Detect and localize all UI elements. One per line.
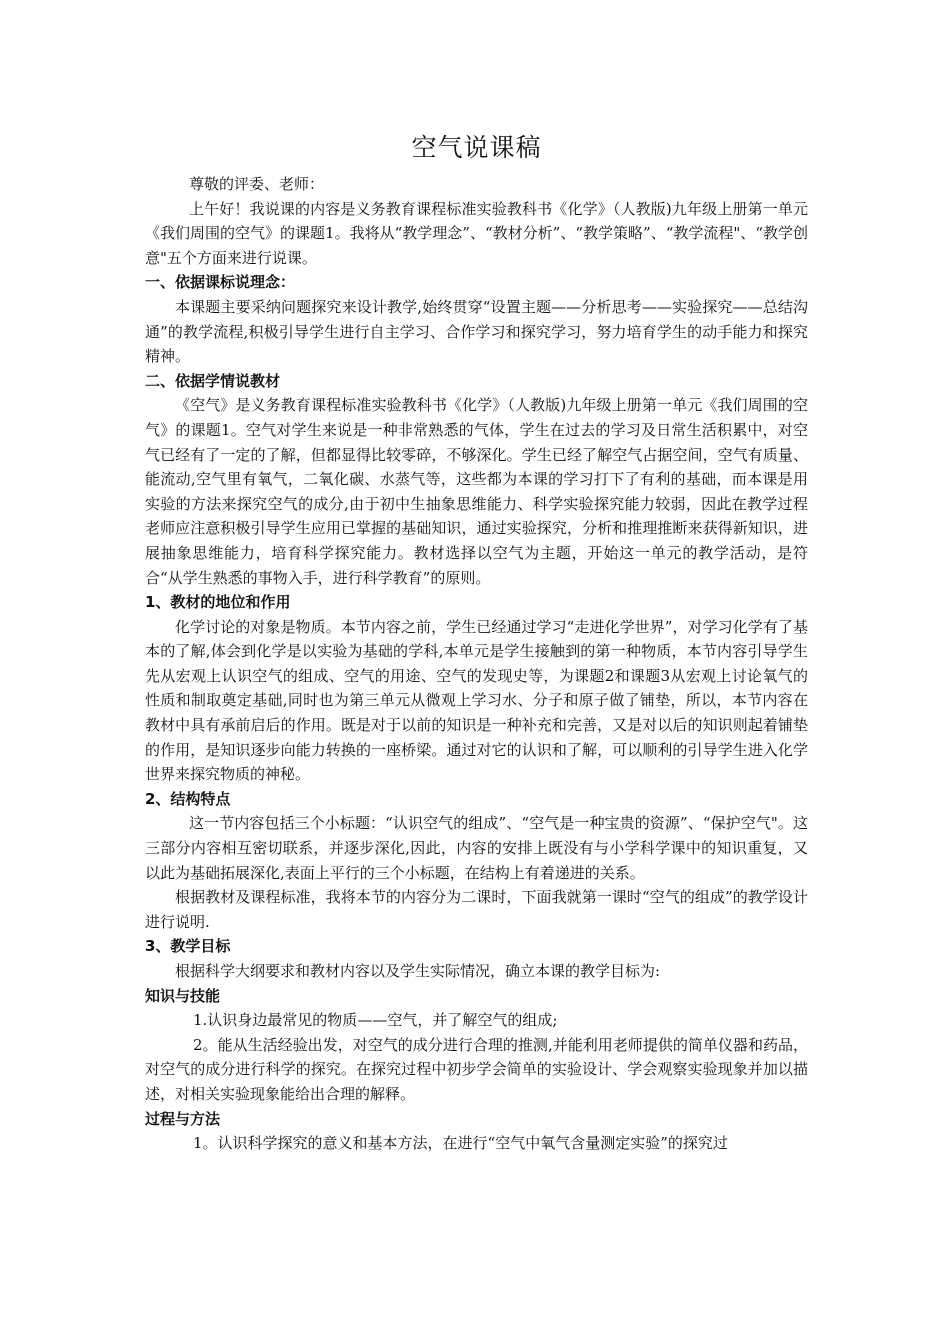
intro-paragraph: 上午好！我说课的内容是义务教育课程标准实验教科书《化学》（人教版)九年级上册第一单元《我们周围的空气》的课题1。我将从“教学理念”、“教材分析”、“教学策略”、“教学流程"、“教学创意"五个方面来进行说课。	[145, 199, 808, 267]
subheading-knowledge-skills: 知识与技能	[145, 986, 221, 1005]
greeting: 尊敬的评委、老师：	[189, 175, 325, 193]
philosophy-paragraph: 本课题主要采纳问题探究来设计教学,始终贯穿“设置主题——分析思考——实验探究——总结沟通”的教学流程,积极引导学生进行自主学习、合作学习和探究学习，努力培育学生的动手能力和探究精神。	[145, 297, 808, 366]
lesson-plan-paragraph: 根据教材及课程标准，我将本节的内容分为二课时，下面我就第一课时“空气的组成”的教学设计进行说明.	[145, 888, 808, 931]
structure-paragraph: 这一节内容包括三个小标题：“认识空气的组成”、“空气是一种宝贵的资源”、“保护空气"。这三部分内容相互密切联系，并逐步深化,因此，内容的安排上既没有与小学科学课中的知识重复，又以此为基础拓展深化,表面上平行的三个小标题，在结构上有着递进的关系。	[145, 814, 808, 882]
subheading-process-method: 过程与方法	[145, 1109, 221, 1128]
document-page	[145, 128, 808, 1156]
goals-paragraph: 根据科学大纲要求和教材内容以及学生实际情况，确立本课的教学目标为:	[175, 962, 661, 980]
knowledge-item-1: 1.认识身边最常见的物质——空气，并了解空气的组成;	[193, 1011, 558, 1030]
process-item-1: 1。认识科学探究的意义和基本方法，在进行“空气中氧气含量测定实验”的探究过	[193, 1134, 728, 1153]
section-heading-philosophy: 一、依据课标说理念：	[145, 273, 296, 292]
section-heading-textbook: 二、依据学情说教材	[145, 371, 281, 390]
status-paragraph: 化学讨论的对象是物质。本节内容之前，学生已经通过学习“走进化学世界”，对学习化学有了基本的了解,体会到化学是以实验为基础的学科,本单元是学生接触到的第一种物质，本节内容引导学生先从宏观上认识空气的组成、空气的用途、空气的发现史等，为课题2和课题3从宏观上讨论氧气的性质和制取奠定基础,同时也为第三单元从微观上学习水、分子和原子做了铺垫，所以，本节内容在教材中具有承前启后的作用。既是对于以前的知识是一种补充和完善，又是对以后的知识则起着铺垫的作用，是知识逐步向能力转换的一座桥梁。通过对它的认识和了解，可以顺利的引导学生进入化学世界来探究物质的神秘。	[145, 617, 808, 784]
textbook-paragraph: 《空气》是义务教育课程标准实验教科书《化学》（人教版)九年级上册第一单元《我们周围的空气》的课题1。空气对学生来说是一种非常熟悉的气体，学生在过去的学习及日常生活积累中，对空气已经有了一定的了解，但都显得比较零碎，不够深化。学生已经了解空气占据空间，空气有质量、能流动,空气里有氧气，二氧化碳、水蒸气等，这些都为本课的学习打下了有利的基础，而本课是用实验的方法来探究空气的成分,由于初中生抽象思维能力、科学实验探究能力较弱，因此在教学过程老师应注意积极引导学生应用已掌握的基础知识，通过实验探究，分析和推理推断来获得新知识，进展抽象思维能力，培育科学探究能力。教材选择以空气为主题，开始这一单元的教学活动，是符合“从学生熟悉的事物入手，进行科学教育”的原则。	[145, 396, 808, 587]
section-heading-goals: 3、教学目标	[145, 937, 231, 956]
section-heading-status: 1、教材的地位和作用	[145, 593, 291, 612]
section-heading-structure: 2、结构特点	[145, 789, 231, 808]
knowledge-item-2: 2。能从生活经验出发，对空气的成分进行合理的推测,并能利用老师提供的简单仪器和药品，对空气的成分进行科学的探究。在探究过程中初步学会简单的实验设计、学会观察实验现象并加以描述，对相关实验现象能给出合理的解释。	[145, 1035, 808, 1103]
document-title: 空气说课稿	[411, 133, 542, 162]
